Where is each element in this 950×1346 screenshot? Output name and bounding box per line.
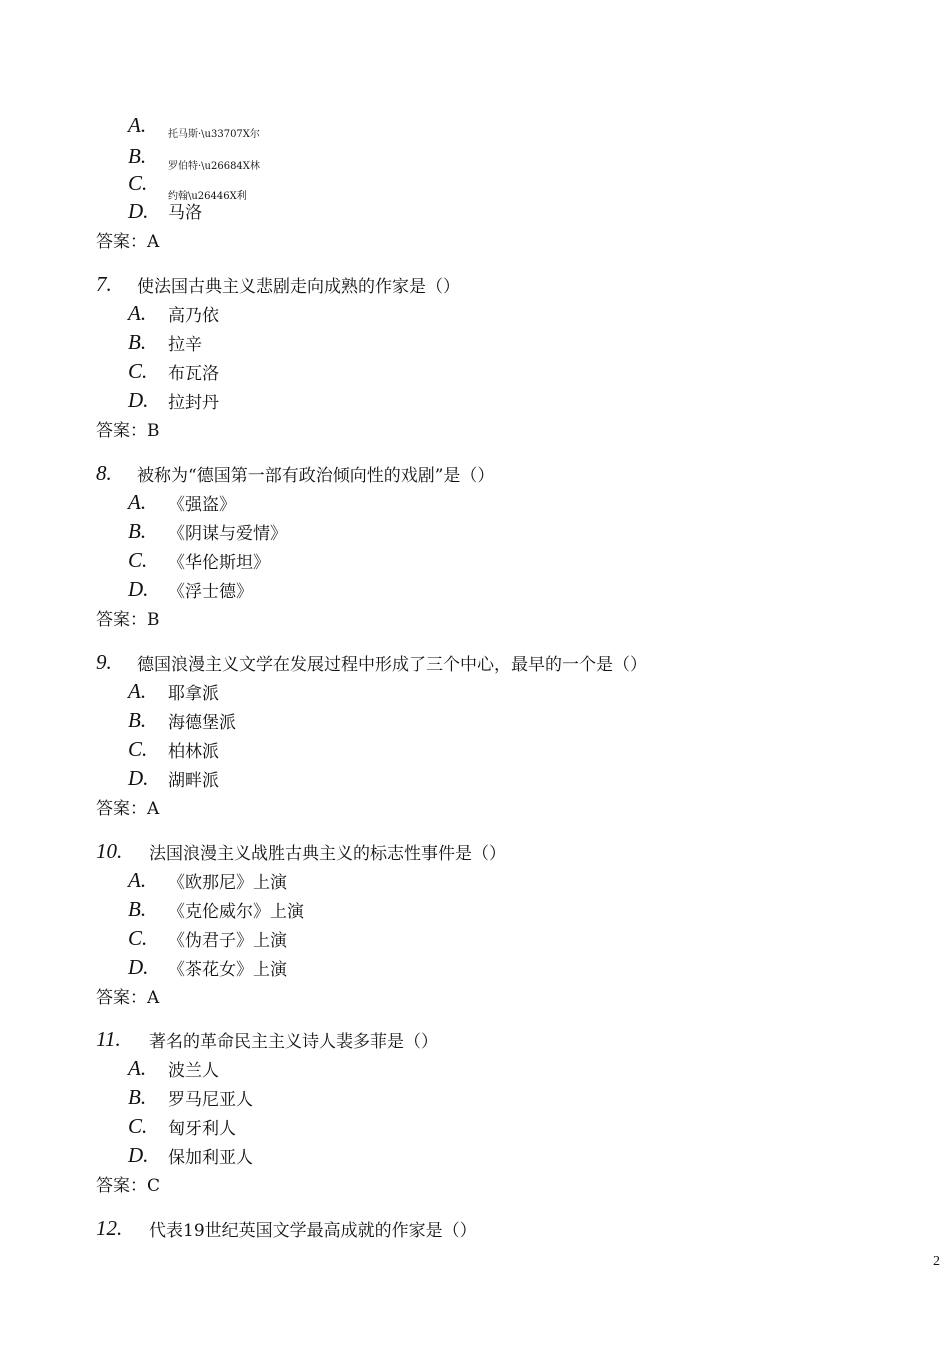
option-letter: D. [128, 955, 149, 979]
option-text: 耶拿派 [168, 684, 219, 704]
option-text: 波兰人 [168, 1061, 219, 1081]
option-text: 约翰\u26446X利 [168, 191, 247, 202]
answer-label: 答案：A [96, 232, 160, 252]
option-text: 《克伦威尔》上演 [168, 902, 304, 922]
question-number: 11. [96, 1027, 121, 1051]
question-number: 8. [96, 461, 112, 485]
option-text: 《茶花女》上演 [168, 960, 287, 980]
answer-label: 答案：A [96, 988, 160, 1008]
question-stem: 被称为“德国第一部有政治倾向性的戏剧”是（） [137, 466, 495, 486]
option-text: 马洛 [168, 203, 202, 223]
option-letter: C. [128, 548, 148, 572]
option-text: 《阴谋与爱情》 [168, 524, 287, 544]
question-stem: 代表19世纪英国文学最高成就的作家是（） [149, 1221, 477, 1241]
option-text: 拉封丹 [168, 393, 219, 413]
option-letter: A. [128, 679, 147, 703]
option-letter: A. [128, 490, 147, 514]
option-letter: C. [128, 171, 148, 195]
question-stem: 著名的革命民主主义诗人裴多菲是（） [149, 1032, 438, 1052]
page-number: 2 [933, 1254, 940, 1269]
option-text: 《欧那尼》上演 [168, 873, 287, 893]
option-letter: B. [128, 330, 147, 354]
option-text: 海德堡派 [168, 713, 236, 733]
option-letter: C. [128, 359, 148, 383]
option-text: 罗马尼亚人 [168, 1090, 253, 1110]
option-text: 保加利亚人 [168, 1148, 253, 1168]
option-letter: B. [128, 519, 147, 543]
option-text: 《浮士德》 [168, 582, 253, 602]
option-letter: C. [128, 926, 148, 950]
option-text: 罗伯特·\u26684X林 [168, 161, 260, 172]
option-letter: D. [128, 388, 149, 412]
option-letter: B. [128, 1085, 147, 1109]
answer-label: 答案：C [96, 1176, 161, 1196]
option-text: 湖畔派 [168, 771, 219, 791]
option-letter: D. [128, 577, 149, 601]
option-letter: D. [128, 199, 149, 223]
option-letter: D. [128, 1143, 149, 1167]
option-text: 《强盗》 [168, 495, 236, 515]
question-number: 7. [96, 272, 112, 296]
option-letter: C. [128, 737, 148, 761]
option-letter: A. [128, 113, 147, 137]
question-number: 9. [96, 650, 112, 674]
option-text: 柏林派 [168, 742, 219, 762]
option-text: 《华伦斯坦》 [168, 553, 270, 573]
option-text: 托马斯·\u33707X尔 [168, 129, 260, 140]
option-text: 布瓦洛 [168, 364, 219, 384]
question-stem: 使法国古典主义悲剧走向成熟的作家是（） [137, 277, 460, 297]
option-letter: D. [128, 766, 149, 790]
option-text: 高乃依 [168, 306, 219, 326]
option-letter: A. [128, 301, 147, 325]
answer-label: 答案：B [96, 421, 160, 441]
answer-label: 答案：A [96, 799, 160, 819]
option-text: 匈牙利人 [168, 1119, 236, 1139]
option-letter: C. [128, 1114, 148, 1138]
option-letter: A. [128, 868, 147, 892]
option-letter: B. [128, 897, 147, 921]
option-letter: B. [128, 144, 147, 168]
question-stem: 法国浪漫主义战胜古典主义的标志性事件是（） [149, 844, 506, 864]
option-text: 《伪君子》上演 [168, 931, 287, 951]
option-text: 拉辛 [168, 335, 202, 355]
answer-label: 答案：B [96, 610, 160, 630]
option-letter: B. [128, 708, 147, 732]
question-number: 10. [96, 839, 123, 863]
question-stem: 德国浪漫主义文学在发展过程中形成了三个中心，最早的一个是（） [137, 655, 647, 675]
option-letter: A. [128, 1056, 147, 1080]
question-number: 12. [96, 1216, 123, 1240]
